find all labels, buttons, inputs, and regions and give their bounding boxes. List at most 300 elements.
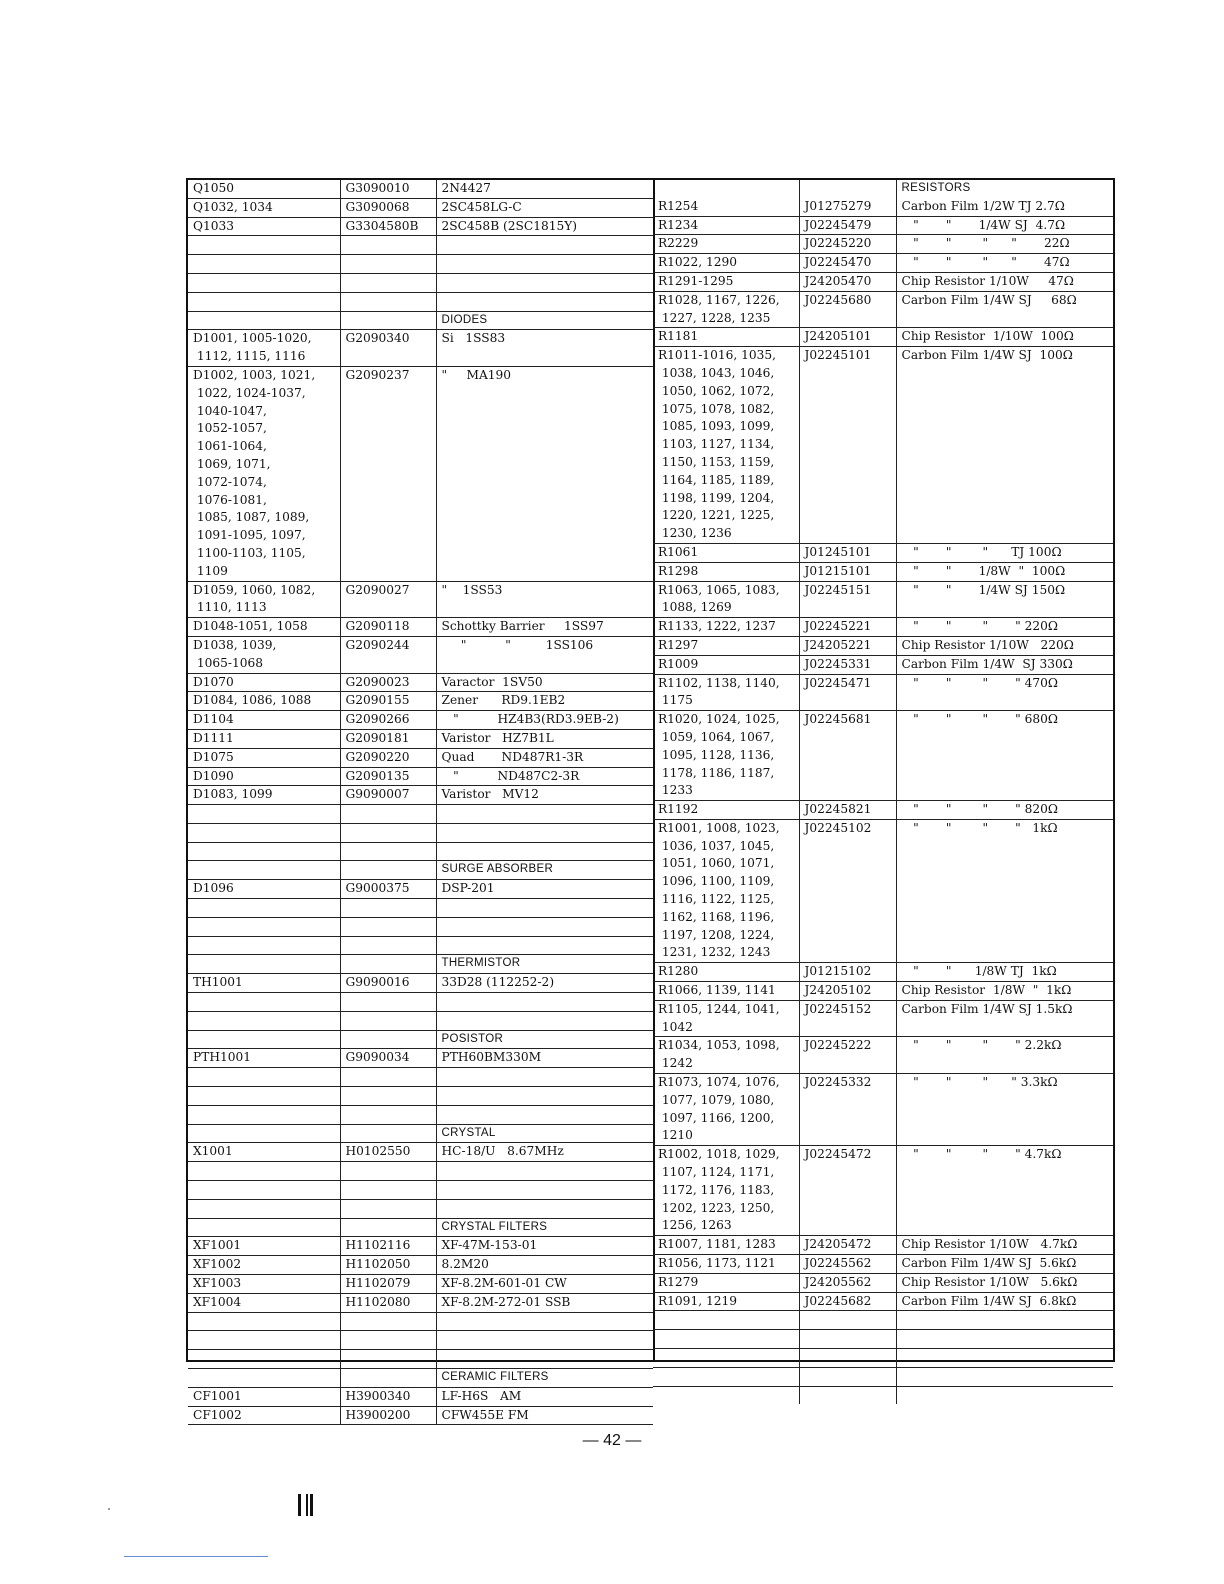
right-reference-cell: R1001, 1008, 1023, xyxy=(653,819,799,837)
table-row xyxy=(188,974,653,993)
table-row xyxy=(188,1293,653,1312)
right-reference-cell: R1007, 1181, 1283 xyxy=(653,1236,799,1255)
table-row xyxy=(653,1330,1113,1349)
left-description-cell xyxy=(436,1011,653,1030)
table-row xyxy=(188,618,653,637)
left-reference-cell xyxy=(188,1181,340,1200)
left-reference-cell: 1109 xyxy=(188,563,340,581)
left-part-number-cell xyxy=(340,1087,436,1106)
right-part-number-cell xyxy=(799,1311,896,1330)
right-reference-cell: 1050, 1062, 1072, xyxy=(653,383,799,401)
right-part-number-cell: J02245682 xyxy=(799,1292,896,1311)
table-row xyxy=(653,1019,1113,1037)
left-reference-cell xyxy=(188,1068,340,1087)
left-part-number-cell: H0102550 xyxy=(340,1143,436,1162)
left-description-cell xyxy=(436,1105,653,1124)
right-description-cell xyxy=(896,1110,1113,1128)
left-description-cell: Schottky Barrier 1SS97 xyxy=(436,618,653,637)
table-row xyxy=(188,292,653,311)
right-reference-cell: R2229 xyxy=(653,235,799,254)
right-part-number-cell xyxy=(799,525,896,543)
table-row xyxy=(653,1164,1113,1182)
right-description-cell: " " " " 680Ω xyxy=(901,712,1059,727)
right-reference-cell: 1230, 1236 xyxy=(653,525,799,543)
left-description-cell xyxy=(436,403,653,421)
table-row xyxy=(188,1030,653,1049)
right-reference-cell: 1210 xyxy=(653,1127,799,1145)
resistor-parts-section xyxy=(653,180,1113,1360)
right-part-number-cell xyxy=(799,418,896,436)
left-reference-cell: D1038, 1039, xyxy=(188,636,340,654)
left-description-cell: XF-47M-153-01 xyxy=(436,1237,653,1256)
table-row xyxy=(188,385,653,403)
table-row xyxy=(188,456,653,474)
right-reference-cell: 1103, 1127, 1134, xyxy=(653,436,799,454)
table-row xyxy=(188,880,653,899)
left-part-number-cell xyxy=(340,1105,436,1124)
left-description-cell xyxy=(436,348,653,366)
table-row xyxy=(653,272,1113,291)
right-reference-cell: R1009 xyxy=(653,655,799,674)
table-row xyxy=(653,891,1113,909)
left-description-cell xyxy=(436,1162,653,1181)
right-reference-cell: R1105, 1244, 1041, xyxy=(653,1000,799,1018)
left-part-number-cell xyxy=(340,1030,436,1049)
left-reference-cell xyxy=(188,1105,340,1124)
right-description-cell: Carbon Film 1/4W SJ 68Ω xyxy=(901,292,1077,307)
table-row xyxy=(188,936,653,955)
right-description-cell xyxy=(896,599,1113,617)
left-section-heading: SURGE ABSORBER xyxy=(436,861,653,880)
left-section-heading: CRYSTAL FILTERS xyxy=(436,1218,653,1237)
right-description-cell: Carbon Film 1/4W SJ 6.8kΩ xyxy=(896,1292,1113,1311)
left-description-cell xyxy=(436,599,653,617)
table-row xyxy=(188,311,653,330)
right-description-cell xyxy=(896,1349,1113,1368)
left-description-cell xyxy=(436,492,653,510)
table-row xyxy=(188,599,653,617)
left-part-number-cell xyxy=(340,823,436,842)
table-row xyxy=(653,982,1113,1001)
left-reference-cell: 1052-1057, xyxy=(188,420,340,438)
right-part-number-cell xyxy=(799,507,896,525)
table-row xyxy=(188,273,653,292)
right-part-number-cell: J02245470 xyxy=(799,254,896,273)
left-part-number-cell xyxy=(340,1162,436,1181)
right-description-cell: " " 1/4W SJ 150Ω xyxy=(901,582,1066,597)
right-part-number-cell xyxy=(799,747,896,765)
table-row xyxy=(653,436,1113,454)
right-reference-cell: 1198, 1199, 1204, xyxy=(653,490,799,508)
table-row xyxy=(653,909,1113,927)
left-part-number-cell: G2090155 xyxy=(340,692,436,711)
left-part-number-cell: G3090068 xyxy=(340,198,436,217)
left-reference-cell: Q1033 xyxy=(188,217,340,236)
left-part-number-cell: G3090010 xyxy=(340,180,436,198)
right-description-cell: Carbon Film 1/4W SJ 5.6kΩ xyxy=(896,1255,1113,1274)
left-reference-cell: 1061-1064, xyxy=(188,438,340,456)
right-reference-cell: R1028, 1167, 1226, xyxy=(653,291,799,309)
right-part-number-cell: J02245479 xyxy=(799,216,896,235)
left-description-cell: Varactor 1SV50 xyxy=(436,673,653,692)
table-row xyxy=(653,765,1113,783)
left-part-number-cell: H3900200 xyxy=(340,1406,436,1425)
right-description-cell xyxy=(896,365,1113,383)
left-reference-cell: 1065-1068 xyxy=(188,655,340,673)
right-reference-cell: R1020, 1024, 1025, xyxy=(653,711,799,729)
right-description-cell: " " " " 220Ω xyxy=(896,618,1113,637)
left-description-cell xyxy=(436,823,653,842)
left-section-heading: THERMISTOR xyxy=(436,955,653,974)
left-description-cell: PTH60BM330M xyxy=(436,1049,653,1068)
left-reference-cell: D1048-1051, 1058 xyxy=(188,618,340,637)
semiconductor-parts-section xyxy=(188,180,655,1422)
table-row xyxy=(188,842,653,861)
table-row xyxy=(653,180,1113,198)
right-reference-cell xyxy=(653,1330,799,1349)
table-row xyxy=(653,365,1113,383)
left-description-cell xyxy=(436,1350,653,1369)
right-reference-cell: 1231, 1232, 1243 xyxy=(653,944,799,962)
left-part-number-cell xyxy=(340,917,436,936)
left-reference-cell: CF1002 xyxy=(188,1406,340,1425)
left-part-number-cell xyxy=(340,599,436,617)
left-part-number-cell xyxy=(340,1199,436,1218)
right-reference-cell: R1280 xyxy=(653,963,799,982)
right-description-cell xyxy=(896,1182,1113,1200)
right-description-cell xyxy=(896,909,1113,927)
right-part-number-cell: J02245331 xyxy=(799,655,896,674)
right-part-number-cell xyxy=(799,1349,896,1368)
right-part-number-cell xyxy=(799,927,896,945)
left-description-cell xyxy=(436,456,653,474)
right-description-cell xyxy=(896,729,1113,747)
right-description-cell: Chip Resistor 1/10W 47Ω xyxy=(896,272,1113,291)
right-part-number-cell: J02245332 xyxy=(799,1074,896,1092)
right-part-number-cell: J02245472 xyxy=(799,1146,896,1164)
table-row xyxy=(188,198,653,217)
right-description-cell xyxy=(896,401,1113,419)
left-part-number-cell: G2090118 xyxy=(340,618,436,637)
left-description-cell xyxy=(436,1181,653,1200)
left-description-cell xyxy=(436,917,653,936)
table-row xyxy=(188,1237,653,1256)
left-part-number-cell: G3304580B xyxy=(340,217,436,236)
left-reference-cell: 1091-1095, 1097, xyxy=(188,527,340,545)
left-section-heading: CERAMIC FILTERS xyxy=(436,1369,653,1388)
right-reference-cell: 1175 xyxy=(653,692,799,710)
left-description-cell: XF-8.2M-272-01 SSB xyxy=(436,1293,653,1312)
right-description-cell xyxy=(896,891,1113,909)
table-row xyxy=(653,1146,1113,1164)
right-description-cell: " " " " 47Ω xyxy=(896,254,1113,273)
left-part-number-cell xyxy=(340,456,436,474)
left-part-number-cell: G2090181 xyxy=(340,729,436,748)
left-description-cell xyxy=(436,273,653,292)
right-part-number-cell xyxy=(799,1092,896,1110)
left-description-cell xyxy=(436,527,653,545)
right-description-cell: " " " TJ 100Ω xyxy=(896,543,1113,562)
right-description-cell: Carbon Film 1/2W TJ 2.7Ω xyxy=(896,198,1113,216)
table-row xyxy=(653,1074,1113,1092)
right-reference-cell: 1227, 1228, 1235 xyxy=(653,310,799,328)
left-reference-cell xyxy=(188,955,340,974)
table-row xyxy=(188,917,653,936)
right-reference-cell: 1042 xyxy=(653,1019,799,1037)
left-description-cell: XF-8.2M-601-01 CW xyxy=(436,1275,653,1294)
left-description-cell xyxy=(436,292,653,311)
right-part-number-cell: J02245821 xyxy=(799,801,896,820)
table-row xyxy=(653,1055,1113,1073)
right-reference-cell: R1022, 1290 xyxy=(653,254,799,273)
left-section-heading: DIODES xyxy=(436,311,653,330)
left-reference-cell: 1022, 1024-1037, xyxy=(188,385,340,403)
table-row xyxy=(188,366,653,384)
left-part-number-cell xyxy=(340,311,436,330)
right-description-cell xyxy=(896,310,1113,328)
table-row xyxy=(653,1311,1113,1330)
left-part-number-cell xyxy=(340,655,436,673)
right-part-number-cell xyxy=(799,692,896,710)
table-row xyxy=(653,819,1113,837)
left-reference-cell: CF1001 xyxy=(188,1387,340,1406)
right-part-number-cell xyxy=(799,310,896,328)
right-part-number-cell xyxy=(799,1200,896,1218)
table-row xyxy=(188,563,653,581)
right-part-number-cell: J02245152 xyxy=(799,1000,896,1018)
right-part-number-cell xyxy=(799,490,896,508)
left-reference-cell: D1002, 1003, 1021, xyxy=(188,366,340,384)
left-description-cell xyxy=(436,563,653,581)
left-description-cell: LF-H6S AM xyxy=(436,1387,653,1406)
table-row xyxy=(653,747,1113,765)
right-part-number-cell xyxy=(799,1019,896,1037)
table-row xyxy=(653,401,1113,419)
left-reference-cell xyxy=(188,236,340,255)
right-reference-cell: R1061 xyxy=(653,543,799,562)
left-reference-cell: PTH1001 xyxy=(188,1049,340,1068)
table-row xyxy=(188,993,653,1012)
left-part-number-cell xyxy=(340,1068,436,1087)
right-reference-cell: 1202, 1223, 1250, xyxy=(653,1200,799,1218)
table-row xyxy=(653,328,1113,347)
table-row xyxy=(188,729,653,748)
right-part-number-cell xyxy=(799,365,896,383)
table-row xyxy=(188,1068,653,1087)
left-part-number-cell xyxy=(340,492,436,510)
left-reference-cell: XF1004 xyxy=(188,1293,340,1312)
right-reference-cell: R1298 xyxy=(653,562,799,581)
right-reference-cell: R1066, 1139, 1141 xyxy=(653,982,799,1001)
left-reference-cell xyxy=(188,1350,340,1369)
right-reference-cell: 1036, 1037, 1045, xyxy=(653,838,799,856)
table-row xyxy=(188,527,653,545)
table-row xyxy=(653,729,1113,747)
right-part-number-cell xyxy=(799,383,896,401)
left-reference-cell xyxy=(188,1312,340,1331)
right-description-cell xyxy=(896,1217,1113,1235)
right-part-number-cell xyxy=(799,838,896,856)
right-part-number-cell: J02245680 xyxy=(799,291,896,309)
left-description-cell xyxy=(436,545,653,563)
table-row xyxy=(653,1092,1113,1110)
table-row xyxy=(188,1199,653,1218)
table-row xyxy=(653,562,1113,581)
left-description-cell xyxy=(436,509,653,527)
left-reference-cell xyxy=(188,993,340,1012)
left-part-number-cell xyxy=(340,1011,436,1030)
table-row xyxy=(188,180,653,198)
right-part-number-cell: J02245221 xyxy=(799,618,896,637)
left-description-cell xyxy=(436,1331,653,1350)
right-part-number-cell xyxy=(799,1367,896,1386)
right-description-cell: Carbon Film 1/4W SJ 1.5kΩ xyxy=(901,1001,1073,1016)
table-row xyxy=(653,1182,1113,1200)
right-part-number-cell xyxy=(799,944,896,962)
table-row xyxy=(653,1292,1113,1311)
table-row xyxy=(653,310,1113,328)
left-part-number-cell: G2090220 xyxy=(340,748,436,767)
right-part-number-cell xyxy=(799,1055,896,1073)
left-part-number-cell xyxy=(340,899,436,918)
right-part-number-cell: J01275279 xyxy=(799,198,896,216)
right-part-number-cell: J02245220 xyxy=(799,235,896,254)
table-row xyxy=(653,581,1113,599)
right-part-number-cell xyxy=(799,1217,896,1235)
table-row xyxy=(188,545,653,563)
right-reference-cell: R1254 xyxy=(653,198,799,216)
footer-rule xyxy=(124,1556,268,1557)
table-row xyxy=(188,474,653,492)
left-description-cell xyxy=(436,1199,653,1218)
left-reference-cell xyxy=(188,1030,340,1049)
left-description-cell: " 1SS53 xyxy=(441,582,503,597)
right-description-cell: Chip Resistor 1/8W " 1kΩ xyxy=(896,982,1113,1001)
left-reference-cell: Q1050 xyxy=(188,180,340,198)
left-reference-cell xyxy=(188,823,340,842)
table-row xyxy=(653,254,1113,273)
right-description-cell xyxy=(896,1127,1113,1145)
left-reference-cell xyxy=(188,1124,340,1143)
left-reference-cell: XF1002 xyxy=(188,1256,340,1275)
table-row xyxy=(653,454,1113,472)
right-description-cell xyxy=(896,418,1113,436)
table-row xyxy=(188,1124,653,1143)
left-description-cell: 8.2M20 xyxy=(436,1256,653,1275)
right-reference-cell: 1172, 1176, 1183, xyxy=(653,1182,799,1200)
right-reference-cell: R1192 xyxy=(653,801,799,820)
right-reference-cell: 1256, 1263 xyxy=(653,1217,799,1235)
left-reference-cell: 1076-1081, xyxy=(188,492,340,510)
left-part-number-cell xyxy=(340,292,436,311)
right-reference-cell: 1088, 1269 xyxy=(653,599,799,617)
right-reference-cell: R1091, 1219 xyxy=(653,1292,799,1311)
right-reference-cell: 1085, 1093, 1099, xyxy=(653,418,799,436)
left-description-cell: HC-18/U 8.67MHz xyxy=(436,1143,653,1162)
table-row xyxy=(653,618,1113,637)
table-row xyxy=(188,330,653,348)
left-reference-cell: 1085, 1087, 1089, xyxy=(188,509,340,527)
right-reference-cell: 1075, 1078, 1082, xyxy=(653,401,799,419)
left-description-cell xyxy=(436,385,653,403)
right-description-cell: " " " " 820Ω xyxy=(896,801,1113,820)
table-row xyxy=(188,438,653,456)
right-reference-cell: R1133, 1222, 1237 xyxy=(653,618,799,637)
left-description-cell: Varistor HZ7B1L xyxy=(436,729,653,748)
right-reference-cell: 1051, 1060, 1071, xyxy=(653,855,799,873)
right-part-number-cell: J01245101 xyxy=(799,543,896,562)
right-description-cell xyxy=(896,1311,1113,1330)
left-part-number-cell xyxy=(340,1181,436,1200)
right-part-number-cell xyxy=(799,599,896,617)
table-row xyxy=(188,1406,653,1425)
right-description-cell: Chip Resistor 1/10W 4.7kΩ xyxy=(896,1236,1113,1255)
right-description-cell: " " 1/8W TJ 1kΩ xyxy=(896,963,1113,982)
table-row xyxy=(188,805,653,824)
left-part-number-cell: G9090016 xyxy=(340,974,436,993)
table-row xyxy=(188,420,653,438)
right-part-number-cell xyxy=(799,1182,896,1200)
left-reference-cell xyxy=(188,1369,340,1388)
right-part-number-cell: J24205102 xyxy=(799,982,896,1001)
table-row xyxy=(188,236,653,255)
right-description-cell xyxy=(896,1367,1113,1386)
right-description-cell xyxy=(896,765,1113,783)
right-description-cell xyxy=(896,1092,1113,1110)
left-reference-cell: 1100-1103, 1105, xyxy=(188,545,340,563)
left-part-number-cell xyxy=(340,527,436,545)
right-reference-cell: 1095, 1128, 1136, xyxy=(653,747,799,765)
table-row xyxy=(653,711,1113,729)
table-row xyxy=(653,235,1113,254)
right-description-cell: " " " " 4.7kΩ xyxy=(901,1147,1062,1162)
right-part-number-cell xyxy=(799,1127,896,1145)
table-row xyxy=(653,383,1113,401)
left-description-cell: Quad ND487R1-3R xyxy=(436,748,653,767)
left-part-number-cell xyxy=(340,1350,436,1369)
table-row xyxy=(188,1350,653,1369)
right-part-number-cell xyxy=(799,891,896,909)
table-row xyxy=(653,198,1113,216)
table-row xyxy=(653,543,1113,562)
right-reference-cell: R1011-1016, 1035, xyxy=(653,347,799,365)
table-row xyxy=(653,599,1113,617)
right-reference-cell: 1242 xyxy=(653,1055,799,1073)
right-reference-cell xyxy=(653,1349,799,1368)
left-description-cell xyxy=(436,474,653,492)
right-part-number-cell xyxy=(799,1110,896,1128)
right-reference-cell: R1056, 1173, 1121 xyxy=(653,1255,799,1274)
right-reference-cell: 1059, 1064, 1067, xyxy=(653,729,799,747)
left-reference-cell xyxy=(188,805,340,824)
right-part-number-cell: J02245681 xyxy=(799,711,896,729)
page-number: — 42 — xyxy=(582,1432,642,1449)
right-part-number-cell: J24205562 xyxy=(799,1273,896,1292)
left-reference-cell xyxy=(188,1162,340,1181)
table-row xyxy=(653,1200,1113,1218)
left-description-cell xyxy=(436,993,653,1012)
left-part-number-cell xyxy=(340,509,436,527)
right-reference-cell: R1073, 1074, 1076, xyxy=(653,1074,799,1092)
table-row xyxy=(653,873,1113,891)
scan-marker-bars xyxy=(298,1494,328,1516)
right-reference-cell xyxy=(653,1386,799,1404)
right-part-number-cell xyxy=(799,855,896,873)
left-description-cell: DSP-201 xyxy=(436,880,653,899)
right-reference-cell: R1034, 1053, 1098, xyxy=(653,1037,799,1055)
left-description-cell xyxy=(436,438,653,456)
right-description-cell xyxy=(896,1330,1113,1349)
